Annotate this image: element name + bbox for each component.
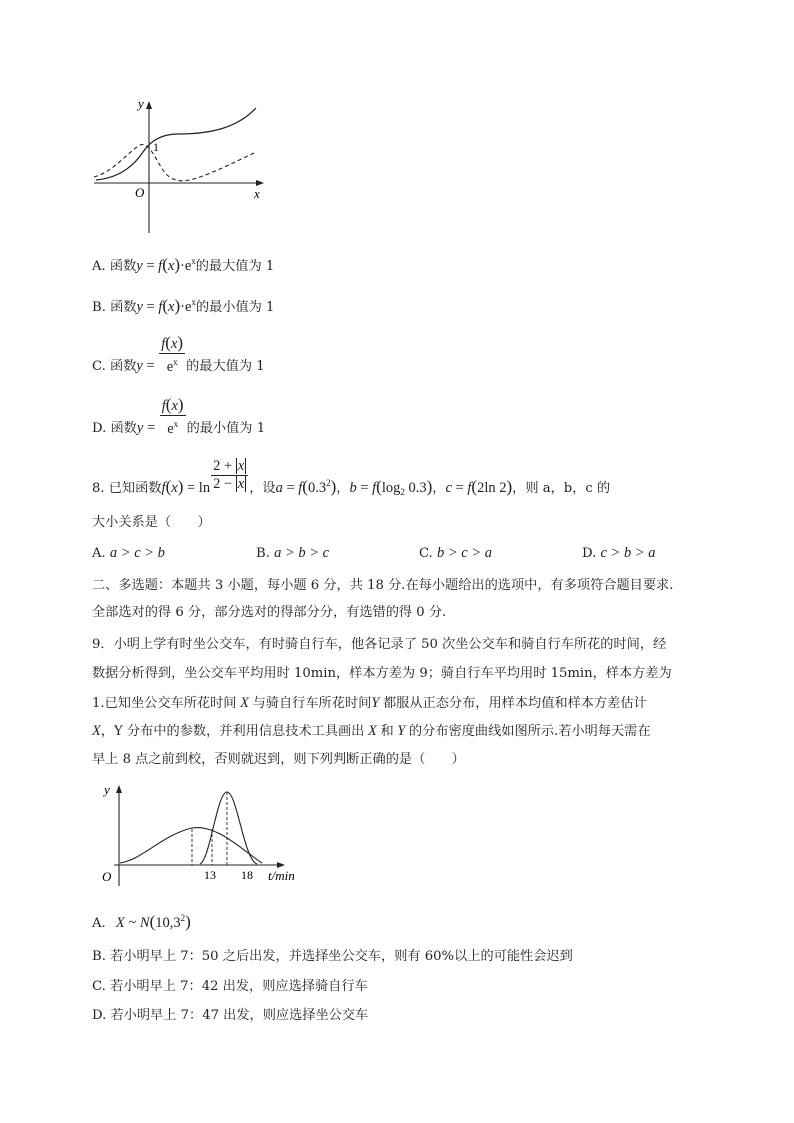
q9-line3-b: 与骑自行车所花时间 [252, 696, 372, 711]
option-expr: b > c > a [437, 545, 493, 561]
option-expr: c > b > a [600, 545, 656, 561]
q9-line3-c: 都服从正态分布，用样本均值和样本方差估计 [382, 696, 647, 711]
option-suffix: 的最大值为 1 [195, 259, 275, 274]
graph2-tick-18: 18 [241, 868, 253, 882]
q8-text-a: 已知函数 [108, 481, 162, 496]
q9-line2: 数据分析得到，坐公交车平均用时 10min，样本方差为 9；骑自行车平均用时 15min，样本方差为 [92, 666, 672, 681]
option-letter: B. [256, 546, 270, 561]
option-prefix: 函数 [110, 358, 137, 374]
q9-line4-a: ，Y 分布中的参数，并利用信息技术工具画出 [100, 724, 365, 739]
q9-option-d: D. 若小明早上 7：47 出发，则应选择坐公交车 [92, 1008, 369, 1023]
q8-option-c [419, 545, 492, 562]
q7-option-c: C. 函数y = $\frac{f(x)}{e^x}$ 的最大值为 1 [92, 333, 265, 375]
option-prefix: 函数 [110, 300, 137, 315]
graph1-one-label: 1 [153, 140, 159, 154]
q8-number: 8. [92, 481, 105, 496]
q9-option-b: B. 若小明早上 7：50 之后出发，并选择坐公交车，则有 60%以上的可能性会迟到 [92, 949, 573, 964]
graph2-x-label: t/min [268, 868, 295, 883]
option-letter: C. [419, 546, 433, 561]
option-suffix: 的最小值为 1 [195, 300, 275, 315]
graph2-y-label: y [104, 782, 110, 797]
option-letter: C. [92, 358, 106, 374]
q9-line4: X，Y 分布中的参数，并利用信息技术工具画出 X 和 Y 的分布密度曲线如图所示.若小明每天需在 [92, 723, 651, 739]
graph1-x-label: x [254, 186, 260, 201]
option-suffix: 的最小值为 1 [186, 420, 266, 436]
option-letter: A. [92, 546, 106, 561]
q9-line1: 9．小明上学有时坐公交车，有时骑自行车，他各记录了 50 次坐公交车和骑自行车所花的时间，经 [92, 637, 667, 652]
option-letter: A. [92, 259, 106, 274]
q9-line3: 1.已知坐公交车所花时间 X 与骑自行车所花时间Y 都服从正态分布，用样本均值和样本方差估计 [92, 695, 647, 711]
q8-text-c: ，则 a，b，c 的 [512, 481, 611, 496]
q9-line3-a: 1.已知坐公交车所花时间 [92, 696, 237, 711]
q9-option-c: C. 若小明早上 7：42 出发，则应选择骑自行车 [92, 979, 368, 994]
q8-option-b [256, 545, 329, 562]
option-expr: a > b > c [274, 545, 330, 561]
option-expr: a > c > b [109, 545, 165, 561]
section2-line2: 全部选对的得 6 分，部分选对的得部分分，有选错的得 0 分. [92, 605, 447, 620]
option-prefix: 函数 [110, 420, 137, 436]
q9-line5: 早上 8 点之前到校，否则就迟到，则下列判断正确的是（ ） [92, 752, 465, 767]
graph2-tick-13: 13 [204, 868, 216, 882]
option-suffix: 的最大值为 1 [186, 358, 265, 374]
graph2-origin-label: O [102, 869, 112, 884]
option-letter: B. [92, 300, 106, 315]
q8-text-b: ，设 [249, 481, 276, 496]
option-prefix: 函数 [109, 259, 137, 274]
q9-line4-b: 和 [380, 724, 394, 739]
section2-line1: 二、多选题：本题共 3 小题，每小题 6 分，共 18 分.在每小题给出的选项中，有多项符合题目要求. [92, 578, 674, 593]
density-graph [92, 780, 307, 890]
q7-option-d: D. 函数y = $\frac{f(x)}{e^x}$ 的最小值为 1 [92, 395, 266, 437]
option-letter: D. [92, 420, 107, 436]
q7-option-a: A. 函数$y = f(x)\cdot e^x$的最大值为 1 [92, 255, 275, 274]
q9-option-a: A. X ~ N(10,3$^2$) [92, 912, 191, 931]
q7-option-b: B. 函数$y = f(x)\cdot e^x$的最小值为 1 [92, 296, 275, 315]
function-graph [88, 92, 278, 242]
q8-option-d [582, 545, 656, 562]
q8-stem: 8. 已知函数f(x) = ln $\frac{2 + x}{2 - x}$ ，设$a = f(0.3^2)$，$b = f(\log_2$ 0.3)，c = f(2ln 2)，则 a，b，c 的 [92, 458, 611, 497]
graph1-y-label: y [138, 96, 144, 111]
option-letter: D. [582, 546, 597, 561]
option-letter: A. [92, 916, 106, 931]
q8-line2: 大小关系是（ ） [92, 515, 211, 530]
graph1-origin-label: O [135, 185, 145, 200]
q8-option-a [92, 545, 165, 562]
q9-line4-c: 的分布密度曲线如图所示.若小明每天需在 [408, 724, 651, 739]
